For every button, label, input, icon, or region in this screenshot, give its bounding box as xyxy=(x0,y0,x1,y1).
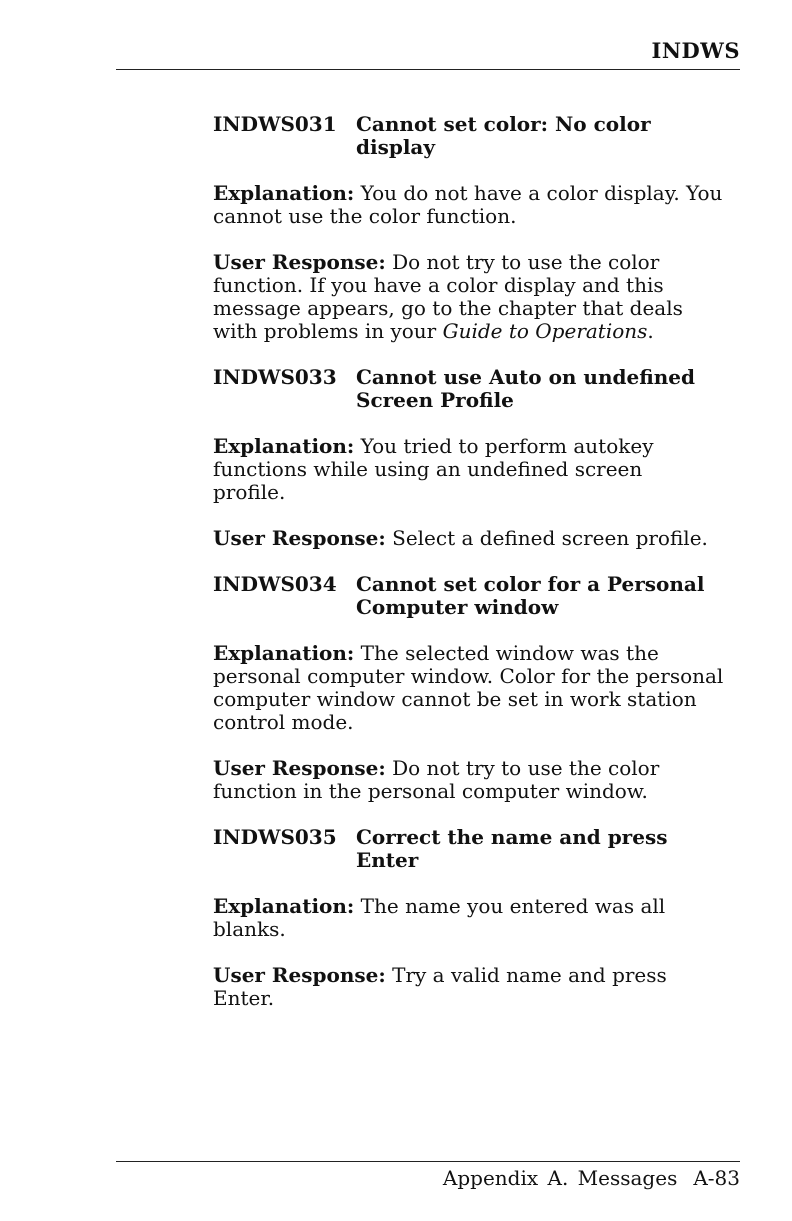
user-response-text: Select a defined screen profile. xyxy=(392,526,708,550)
explanation-text: You do not have a color display. You cannot use the color function. xyxy=(213,181,723,228)
user-response-label: User Response: xyxy=(213,250,386,274)
message-title: Cannot set color: No color display xyxy=(356,112,651,159)
explanation-text: You tried to perform autokey functions while using an undefined screen profile. xyxy=(213,434,654,504)
explanation-paragraph xyxy=(213,182,723,228)
message-list xyxy=(213,113,743,1010)
explanation-label: Explanation: xyxy=(213,641,355,665)
footer-section: Appendix A. Messages xyxy=(442,1166,678,1190)
message-entry xyxy=(213,573,743,803)
explanation-paragraph xyxy=(213,642,743,734)
page-footer xyxy=(116,1166,740,1190)
explanation-label: Explanation: xyxy=(213,434,355,458)
explanation-label: Explanation: xyxy=(213,894,355,918)
user-response-paragraph xyxy=(213,527,743,550)
page-header: INDWS xyxy=(651,38,740,63)
footer-rule xyxy=(116,1161,740,1162)
explanation-text: The selected window was the personal computer window. Color for the personal computer window cannot be set in work station control mode. xyxy=(213,641,724,734)
user-response-label: User Response: xyxy=(213,963,386,987)
message-title: Correct the name and press Enter xyxy=(356,825,668,872)
user-response-text: Do not try to use the color function in the personal computer window. xyxy=(213,756,660,803)
message-entry xyxy=(213,366,743,550)
message-entry xyxy=(213,826,743,1010)
guide-title: Guide to Operations xyxy=(442,319,648,343)
message-title: Cannot set color for a Personal Computer window xyxy=(356,572,705,619)
user-response-text: Try a valid name and press Enter. xyxy=(213,963,667,1010)
explanation-paragraph xyxy=(213,895,708,941)
explanation-paragraph xyxy=(213,435,693,504)
page-number: A-83 xyxy=(693,1166,740,1190)
message-id: INDWS034 xyxy=(213,572,337,596)
user-response-label: User Response: xyxy=(213,756,386,780)
explanation-label: Explanation: xyxy=(213,181,355,205)
explanation-text: The name you entered was all blanks. xyxy=(213,894,666,941)
user-response-paragraph xyxy=(213,964,708,1010)
user-response-label: User Response: xyxy=(213,526,386,550)
user-response-text: Do not try to use the color function. If you have a color display and this message appears, go to the chapter that deals with problems in your xyxy=(213,250,683,343)
message-entry xyxy=(213,113,743,343)
user-response-end: . xyxy=(647,319,654,343)
user-response-paragraph xyxy=(213,757,708,803)
header-rule xyxy=(116,69,740,70)
message-id: INDWS031 xyxy=(213,112,337,136)
user-response-paragraph xyxy=(213,251,705,343)
message-id: INDWS033 xyxy=(213,365,337,389)
message-id: INDWS035 xyxy=(213,825,337,849)
message-title: Cannot use Auto on undefined Screen Profile xyxy=(356,365,696,412)
